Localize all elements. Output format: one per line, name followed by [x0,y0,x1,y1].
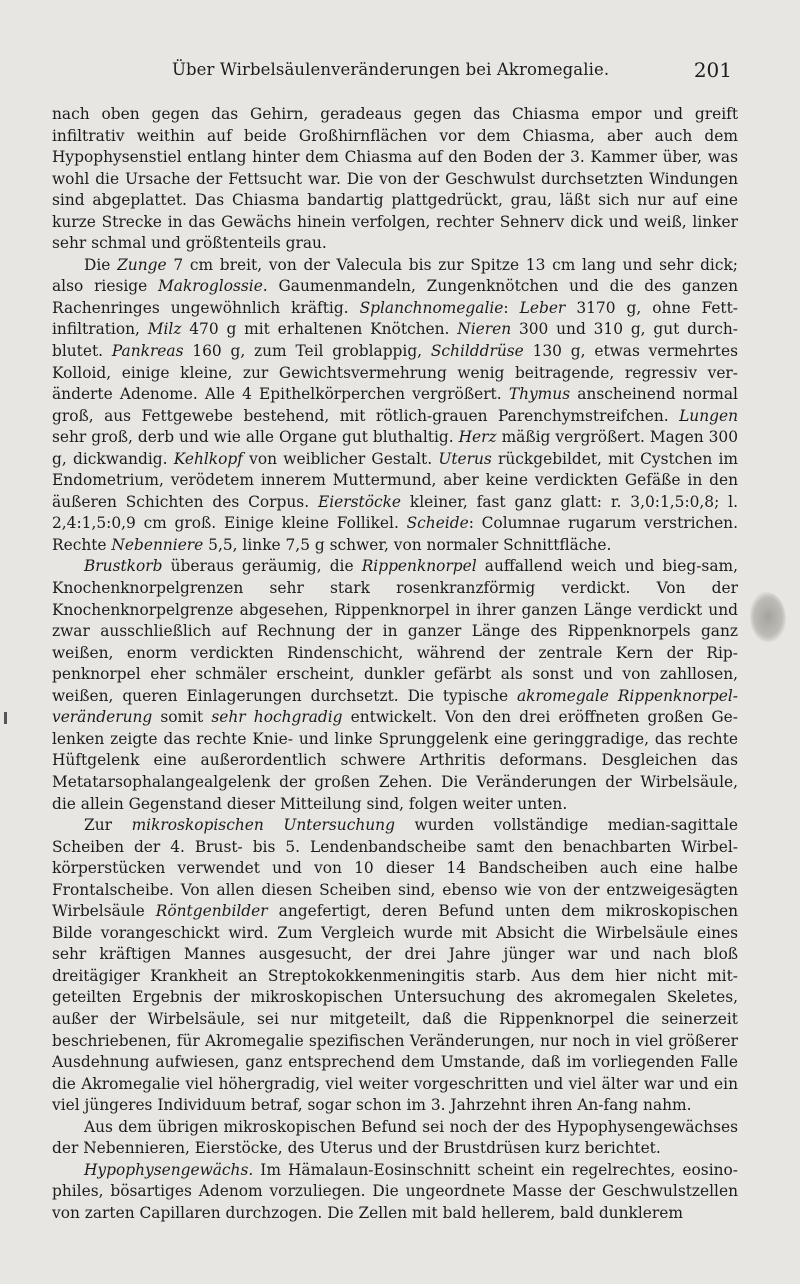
text-run: von weiblicher Gestalt. [242,449,439,468]
italic-term: sehr hochgradig [211,708,343,727]
text-run: 5,5, linke 7,5 g schwer, von normaler Schnittfläche. [203,535,612,554]
paragraph [52,1160,738,1225]
page-header [52,58,732,86]
italic-term: Eierstöcke [317,492,402,511]
running-title: Über Wirbelsäulenveränderungen bei Akromegalie. [172,60,610,79]
margin-mark [4,712,7,724]
text-run: somit [152,708,212,727]
text-run: Gaumenmandeln, Zungenknötchen und die des ganzen Rachenringes ungewöhnlich kräftig. [52,277,739,317]
text-run: sehr groß, derb und wie alle Organe gut bluthaltig. [52,428,459,447]
paragraph [52,815,738,1117]
text-run: Die [84,255,118,274]
text-run: 160 g, zum Teil groblappig, [183,342,431,361]
text-run: entwickelt. Von den drei eröffneten großen Ge-lenken zeigte das rechte Knie- und linke Sprunggelenk eine geringgradige, das rechte Hüftgelenk eine außerordentlich schwere Arthritis deformans. Desgleichen das Metatarsophalangealgelenk der großen Zehen. Die Veränderungen der Wirbelsäule, die allein Gegenstand dieser Mitteilung sind, folgen weiter unten. [52,708,738,813]
italic-term: Makroglossie. [158,277,268,296]
italic-term: mikroskopischen Untersuchung [131,816,395,835]
italic-term: Milz [147,320,182,339]
text-run: mäßig vergrößert. Magen 300 g, dickwandig. [52,428,738,468]
italic-term: Thymus [508,385,571,404]
text-run: anscheinend normal groß, aus Fettgewebe bestehend, mit rötlich-grauen Parenchymstreifchen. [52,385,738,425]
italic-term: Uterus [438,449,492,468]
italic-term: Splanchnomegalie [359,298,504,317]
italic-term: Nieren [457,320,512,339]
italic-term: Kehlkopf [173,449,243,468]
paragraph [52,255,738,557]
text-run: : [503,298,520,317]
italic-term: Lungen [679,406,738,425]
paragraph [52,104,738,255]
italic-term: Rippenknorpel [361,557,477,576]
italic-term: akromegale Rippenknorpel-veränderung [52,686,738,727]
text-run: 130 g, etwas vermehrtes Kolloid, einige kleine, zur Gewichtsvermehrung wenig beitragende, regressiv ver-änderte Adenome. Alle 4 Epithelkörperchen vergrößert. [52,342,738,404]
text-run: wurden vollständige median-sagittale Scheiben der 4. Brust- bis 5. Lendenbandscheibe samt den benachbarten Wirbel-körperstücken verwendet und von 10 dieser 14 Bandscheiben auch eine halbe Frontalscheibe. Von allen diesen Scheiben sind, ebenso wie von der entzweigesägten Wirbelsäule [52,816,738,921]
text-run: Aus dem übrigen mikroskopischen Befund sei noch der des Hypophysengewächses der Nebennieren, Eierstöcke, des Uterus und der Brustdrüsen kurz berichtet. [52,1117,738,1158]
text-run: 470 g mit erhaltenen Knötchen. [181,320,458,339]
italic-term: Scheide [406,514,469,533]
italic-term: Nebenniere [111,535,204,554]
italic-term: Pankreas [111,342,184,361]
italic-term: Zunge [117,255,167,274]
paragraph [52,1117,738,1160]
text-run: kleiner, fast ganz glatt: r. 3,0:1,5:0,8; l. 2,4:1,5:0,9 cm groß. Einige kleine Follikel. [52,492,738,533]
paper-stain [750,592,786,642]
italic-term: Herz [458,428,497,447]
text-run: auffallend weich und bieg-sam, Knochenknorpelgrenzen sehr stark rosenkranzförmig verdickt. Von der Knochenknorpelgrenze abgesehen, Rippenknorpel in ihrer ganzen Länge verdickt und zwar ausschließlich auf Rechnung der in ganzer Länge des Rippenknorpels ganz weißen, enorm verdickten Rindenschicht, während der zentrale Kern der Rip-penknorpel eher schmäler erscheint, dunkler gefärbt als sonst und von zahllosen, weißen, queren Einlagerungen durchsetzt. Die typische [52,557,738,705]
text-run: Im Hämalaun-Eosinschnitt scheint ein regelrechtes, eosino-philes, bösartiges Adenom vorzuliegen. Die ungeordnete Masse der Geschwulstzellen von zarten Capillaren durchzogen. Die Zellen mit bald hellerem, bald dunklerem [52,1160,738,1222]
text-run: nach oben gegen das Gehirn, geradeaus gegen das Chiasma empor und greift infiltrativ weithin auf beide Großhirnflächen vor dem Chiasma, aber auch dem Hypophysenstiel entlang hinter dem Chiasma auf den Boden der 3. Kammer über, was wohl die Ursache der Fettsucht war. Die von der Geschwulst durchsetzten Windungen sind abgeplattet. Das Chiasma bandartig plattgedrückt, grau, läßt sich nur auf eine kurze Strecke in das Gewächs hinein verfolgen, rechter Sehnerv dick und weiß, linker sehr schmal und größtenteils grau. [52,105,738,253]
paragraph [52,556,738,815]
italic-term: Röntgenbilder [155,902,268,921]
text-run: rückgebildet, mit Cystchen im Endometrium, verödetem innerem Muttermund, aber keine verdickten Gefäße in den äußeren Schichten des Corpus. [52,449,738,511]
italic-term: Hypophysengewächs. [84,1160,254,1179]
text-run: 3170 g, ohne Fett-infiltration, [52,298,738,339]
body-text [52,104,738,1224]
italic-term: Schilddrüse [430,342,524,361]
italic-term: Brustkorb [84,557,163,576]
italic-term: Leber [519,298,566,317]
text-run: 300 und 310 g, gut durch-blutet. [52,320,738,361]
text-run: angefertigt, deren Befund unten dem mikroskopischen Bilde vorangeschickt wird. Zum Vergleich wurde mit Absicht die Wirbelsäule eines sehr kräftigen Mannes ausgesucht, der drei Jahre jünger war und nach bloß dreitägiger Krankheit an Streptokokkenmeningitis starb. Aus dem hier nicht mit-geteilten Ergebnis der mikroskopischen Untersuchung des akromegalen Skeletes, außer der Wirbelsäule, sei nur mitgeteilt, daß die Rippenknorpel die seinerzeit beschriebenen, für Akromegalie spezifischen Veränderungen, nur noch in viel größerer Ausdehnung aufwiesen, ganz entsprechend dem Umstande, daß im vorliegenden Falle die Akromegalie viel höhergradig, viel weiter vorgeschritten und viel älter war und ein viel jüngeres Individuum betraf, sogar schon im 3. Jahrzehnt ihren An-fang nahm. [52,902,739,1115]
text-run: Zur [84,816,132,835]
page-number: 201 [693,58,732,82]
text-run: 7 cm breit, von der Valecula bis zur Spitze 13 cm lang und sehr dick; also riesige [52,255,738,296]
text-run: überaus geräumig, die [162,557,362,576]
text-run: : Columnae rugarum verstrichen. Rechte [52,514,738,554]
